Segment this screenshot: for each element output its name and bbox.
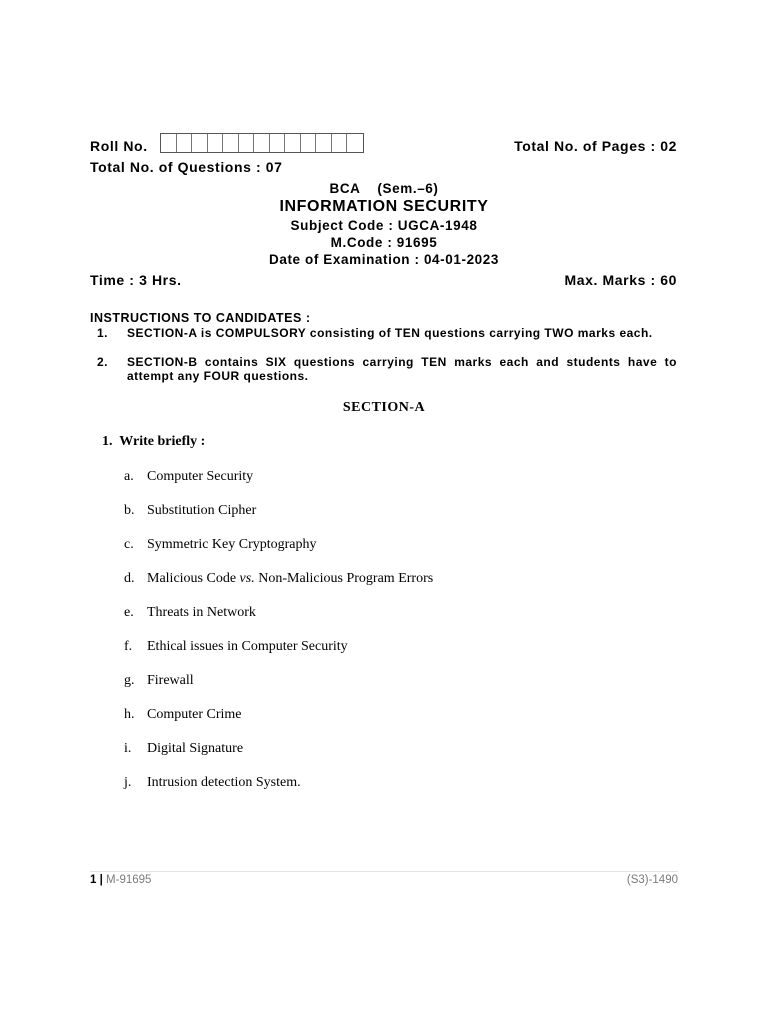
list-item <box>124 775 301 791</box>
roll-no-boxes[interactable] <box>160 133 364 153</box>
instruction-item <box>97 326 677 340</box>
instructions-title: INSTRUCTIONS TO CANDIDATES : <box>90 311 311 325</box>
instruction-text: SECTION-A is COMPULSORY consisting of TEN questions carrying TWO marks each. <box>127 326 653 340</box>
exam-time: Time : 3 Hrs. <box>90 272 182 288</box>
subject-code: Subject Code : UGCA-1948 <box>290 218 478 233</box>
item-text: Malicious Code vs. Non-Malicious Program Errors <box>147 571 434 586</box>
item-label: f. <box>124 639 133 654</box>
total-pages: Total No. of Pages : 02 <box>514 138 677 154</box>
roll-no-label: Roll No. <box>90 138 148 154</box>
instruction-number: 2. <box>97 355 109 369</box>
footer-code: M-91695 <box>106 874 152 886</box>
instruction-text: SECTION-B contains SIX questions carrying TEN marks each and students have to attempt any FOUR questions. <box>127 355 677 383</box>
list-item <box>124 469 253 485</box>
list-item <box>124 537 317 553</box>
footer-divider <box>90 871 678 872</box>
question-text: Write briefly : <box>119 434 206 449</box>
list-item <box>124 503 256 519</box>
item-text: Substitution Cipher <box>147 503 257 518</box>
list-item <box>124 571 433 587</box>
instruction-number: 1. <box>97 326 109 340</box>
footer-left <box>90 874 151 886</box>
item-label: h. <box>124 707 135 722</box>
item-text: Computer Security <box>147 469 254 484</box>
item-label: g. <box>124 673 135 688</box>
exam-date: Date of Examination : 04-01-2023 <box>268 252 500 267</box>
list-item <box>124 639 348 655</box>
max-marks: Max. Marks : 60 <box>564 272 677 288</box>
item-text: Intrusion detection System. <box>147 775 301 790</box>
question-number: 1. <box>102 434 113 449</box>
item-label: e. <box>124 605 134 620</box>
subject-title: INFORMATION SECURITY <box>279 198 489 215</box>
course-semester: BCA (Sem.–6) <box>329 181 439 196</box>
item-label: c. <box>124 537 134 552</box>
footer-separator: | <box>99 874 103 886</box>
item-text: Ethical issues in Computer Security <box>147 639 348 654</box>
m-code: M.Code : 91695 <box>330 235 438 250</box>
list-item <box>124 605 256 621</box>
footer-right: (S3)-1490 <box>626 874 678 886</box>
instruction-item <box>97 355 677 383</box>
item-label: j. <box>124 775 132 790</box>
list-item <box>124 673 194 689</box>
list-item <box>124 707 242 723</box>
list-item <box>124 741 243 757</box>
item-text: Firewall <box>147 673 194 688</box>
item-label: b. <box>124 503 135 518</box>
page-number: 1 <box>90 874 97 886</box>
section-a-title: SECTION-A <box>342 400 426 415</box>
item-label: i. <box>124 741 132 756</box>
item-label: d. <box>124 571 135 586</box>
item-text: Threats in Network <box>147 605 256 620</box>
question-1 <box>102 434 205 450</box>
item-text: Computer Crime <box>147 707 242 722</box>
item-text: Digital Signature <box>147 741 244 756</box>
total-questions: Total No. of Questions : 07 <box>90 159 283 175</box>
item-text: Symmetric Key Cryptography <box>147 537 317 552</box>
item-label: a. <box>124 469 134 484</box>
